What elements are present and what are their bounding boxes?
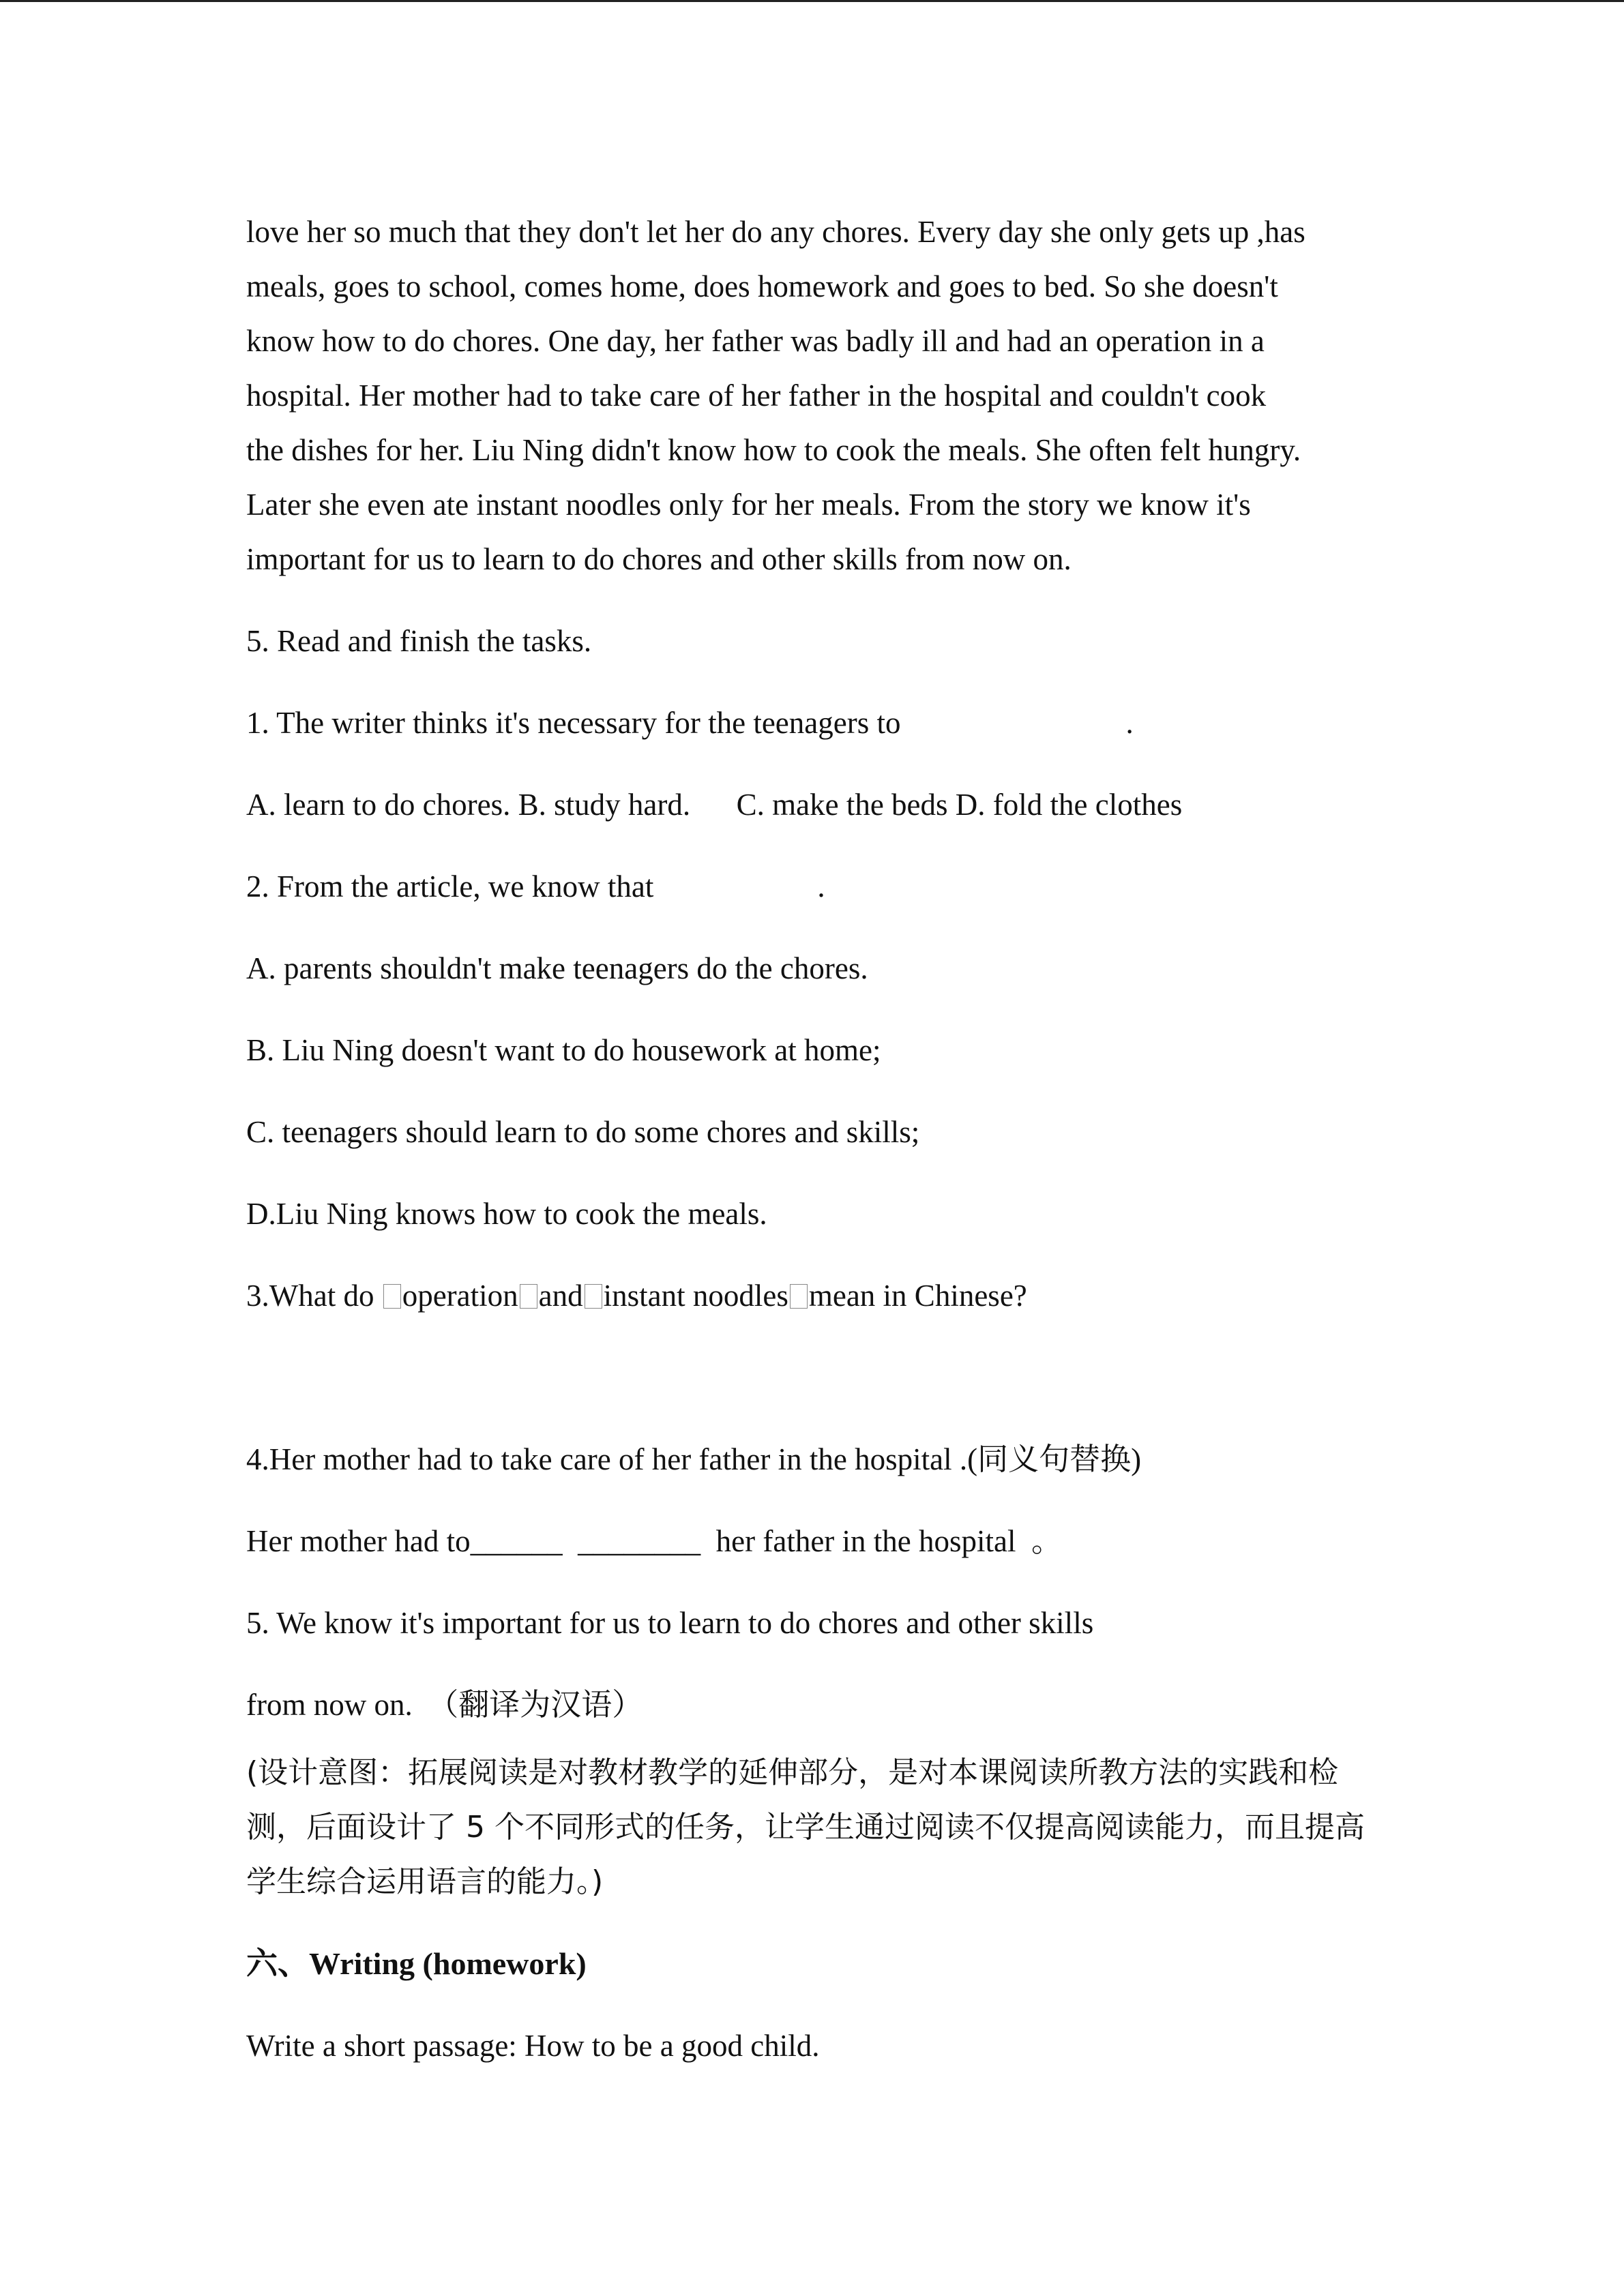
- passage-line: meals, goes to school, comes home, does homework and goes to bed. So she doesn't: [246, 269, 1278, 303]
- q4-end: 。: [1031, 1524, 1063, 1558]
- page-top-border: [0, 0, 1624, 2]
- question-5-line-1: 5. We know it's important for us to learn to do chores and other skills: [246, 1606, 1094, 1640]
- q4-answer-line: [246, 1514, 1378, 1568]
- design-intent-note: (设计意图：拓展阅读是对教材教学的延伸部分，是对本课阅读所教方法的实践和检测，后面设计了 5 个不同形式的任务，让学生通过阅读不仅提高阅读能力，而且提高学生综合运用语言的能力。): [246, 1755, 1365, 1899]
- question-2: [246, 859, 1378, 914]
- passage-line: love her so much that they don't let her do any chores. Every day she only gets up ,has: [246, 215, 1305, 249]
- q3-text: instant noodles: [603, 1279, 788, 1313]
- passage-line: know how to do chores. One day, her father was badly ill and had an operation in a: [246, 324, 1265, 358]
- passage-line: important for us to learn to do chores and other skills from now on.: [246, 542, 1072, 576]
- q4-text: Her mother had to: [246, 1524, 471, 1558]
- q4-text: her father in the hospital: [715, 1524, 1016, 1558]
- writing-task: Write a short passage: How to be a good child.: [246, 2029, 820, 2063]
- passage-line: hospital. Her mother had to take care of her father in the hospital and couldn't cook: [246, 378, 1267, 413]
- q3-text: and: [538, 1279, 583, 1313]
- q2-end: .: [817, 869, 825, 904]
- passage-line: the dishes for her. Liu Ning didn't know how to cook the meals. She often felt hungry.: [246, 433, 1301, 467]
- q3-text: 3.What do: [246, 1279, 382, 1313]
- question-1: [246, 696, 1378, 750]
- reading-passage: [246, 205, 1378, 586]
- missing-glyph-icon: [520, 1284, 537, 1309]
- answer-blank: ________: [578, 1524, 701, 1558]
- q2-option-b: B. Liu Ning doesn't want to do housework at home;: [246, 1033, 881, 1067]
- document-page: [246, 205, 1378, 2073]
- q1-end: .: [1125, 706, 1134, 740]
- q2-option-a: A. parents shouldn't make teenagers do the chores.: [246, 951, 868, 985]
- q2-option-d: D.Liu Ning knows how to cook the meals.: [246, 1197, 767, 1231]
- q1-stem: 1. The writer thinks it's necessary for the teenagers to: [246, 706, 901, 740]
- passage-line: Later she even ate instant noodles only for her meals. From the story we know it's: [246, 488, 1251, 522]
- question-4: 4.Her mother had to take care of her father in the hospital .(同义句替换): [246, 1442, 1142, 1476]
- missing-glyph-icon: [585, 1284, 602, 1309]
- answer-blank: ______: [470, 1524, 563, 1558]
- q2-option-c: C. teenagers should learn to do some chores and skills;: [246, 1115, 920, 1149]
- missing-glyph-icon: [790, 1284, 808, 1309]
- q1-options: A. learn to do chores. B. study hard. C. make the beds D. fold the clothes: [246, 788, 1183, 822]
- question-5-line-2: from now on. （翻译为汉语）: [246, 1688, 643, 1722]
- missing-glyph-icon: [383, 1284, 401, 1309]
- q3-text: mean in Chinese?: [808, 1279, 1027, 1313]
- writing-heading: 六、Writing (homework): [246, 1946, 587, 1981]
- question-3: [246, 1268, 1378, 1323]
- section-title: 5. Read and finish the tasks.: [246, 624, 592, 658]
- q3-text: operation: [402, 1279, 518, 1313]
- q2-stem: 2. From the article, we know that: [246, 869, 654, 904]
